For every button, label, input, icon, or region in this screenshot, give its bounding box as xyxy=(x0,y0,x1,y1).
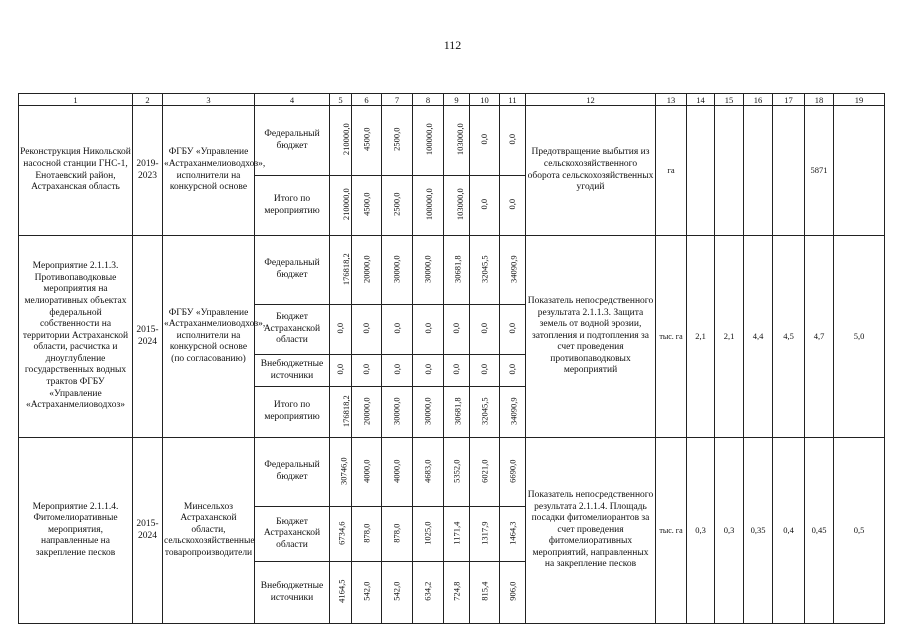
funding-value-text: 32045,5 xyxy=(479,397,490,425)
funding-value-text: 1317,9 xyxy=(479,521,490,545)
table-row xyxy=(19,106,885,176)
result-indicator: Показатель непосредственного результата 2.1.1.3. Защита земель от водной эрозии, затопления и подтопления за счет проведения противопаводковых мероприятий xyxy=(526,236,656,438)
column-number: 6 xyxy=(352,94,382,106)
funding-value xyxy=(413,387,444,438)
funding-value-text: 4164,5 xyxy=(336,579,347,604)
funding-source: Итого по мероприятию xyxy=(255,176,330,236)
funding-value xyxy=(444,236,470,305)
column-number: 8 xyxy=(413,94,444,106)
funding-value-text: 0,0 xyxy=(507,323,518,334)
funding-value xyxy=(470,305,500,355)
funding-value xyxy=(352,438,382,507)
funding-value xyxy=(500,305,526,355)
funding-value xyxy=(352,355,382,387)
funding-value xyxy=(413,355,444,387)
activity-executor: ФГБУ «Управление «Астраханмелиоводхоз», исполнители на конкурсной основе xyxy=(163,106,255,236)
funding-source: Федеральный бюджет xyxy=(255,106,330,176)
funding-value xyxy=(330,176,352,236)
funding-value xyxy=(500,355,526,387)
funding-value-text: 30000,0 xyxy=(422,255,433,283)
column-number: 10 xyxy=(470,94,500,106)
funding-value-text: 1171,4 xyxy=(451,521,462,545)
column-number: 17 xyxy=(773,94,805,106)
funding-value-text: 0,0 xyxy=(451,364,462,375)
activity-executor: ФГБУ «Управление «Астраханмелиоводхоз», исполнители на конкурсной основе (по согласованию) xyxy=(163,236,255,438)
column-number: 3 xyxy=(163,94,255,106)
table-row xyxy=(19,438,885,507)
column-number: 5 xyxy=(330,94,352,106)
column-number: 4 xyxy=(255,94,330,106)
funding-value-text: 103000,0 xyxy=(454,188,465,221)
funding-source: Внебюджетные источники xyxy=(255,355,330,387)
indicator-target xyxy=(687,106,715,236)
funding-value-text: 103000,0 xyxy=(454,123,465,156)
funding-value-text: 0,0 xyxy=(391,364,402,375)
column-number: 13 xyxy=(656,94,687,106)
funding-value xyxy=(413,507,444,562)
column-number: 14 xyxy=(687,94,715,106)
funding-value-text: 1464,3 xyxy=(507,521,518,545)
funding-value xyxy=(382,507,413,562)
activity-name: Мероприятие 2.1.1.4. Фитомелиоративные мероприятия, направленные на закрепление песков xyxy=(19,438,133,624)
funding-value xyxy=(444,507,470,562)
funding-source: Бюджет Астраханской области xyxy=(255,507,330,562)
funding-value xyxy=(470,387,500,438)
result-indicator: Показатель непосредственного результата 2.1.1.4. Площадь посадки фитомелиорантов за счет проведения фитомелиоративных мероприятий, направленных на закрепление песков xyxy=(526,438,656,624)
funding-source: Федеральный бюджет xyxy=(255,236,330,305)
funding-value xyxy=(500,236,526,305)
funding-value-text: 4000,0 xyxy=(361,459,372,483)
funding-source: Федеральный бюджет xyxy=(255,438,330,507)
column-number: 12 xyxy=(526,94,656,106)
indicator-unit: тыс. га xyxy=(656,236,687,438)
funding-value xyxy=(330,387,352,438)
indicator-target xyxy=(715,106,744,236)
funding-value-text: 30681,8 xyxy=(452,255,463,283)
funding-value-text: 0,0 xyxy=(361,323,372,334)
funding-value xyxy=(444,438,470,507)
column-number: 16 xyxy=(744,94,773,106)
funding-value-text: 20000,0 xyxy=(361,397,372,425)
funding-value-text: 6021,0 xyxy=(479,459,490,483)
indicator-target: 0,4 xyxy=(773,438,805,624)
funding-value-text: 542,0 xyxy=(361,581,372,601)
funding-value-text: 0,0 xyxy=(335,364,346,375)
funding-value xyxy=(330,305,352,355)
funding-value-text: 176818,2 xyxy=(340,252,351,285)
funding-value-text: 878,0 xyxy=(361,523,372,543)
funding-value-text: 30000,0 xyxy=(391,255,402,283)
funding-value xyxy=(413,236,444,305)
funding-value xyxy=(352,305,382,355)
column-number-row xyxy=(19,94,885,106)
table-body xyxy=(19,94,885,624)
funding-value xyxy=(470,355,500,387)
indicator-target xyxy=(744,106,773,236)
funding-value xyxy=(352,176,382,236)
funding-value-text: 4683,0 xyxy=(422,459,433,483)
funding-value-text: 30000,0 xyxy=(391,397,402,425)
funding-value-text: 6734,6 xyxy=(336,521,347,545)
funding-value xyxy=(500,507,526,562)
funding-value xyxy=(444,176,470,236)
indicator-target: 0,45 xyxy=(805,438,834,624)
funding-value-text: 100000,0 xyxy=(423,188,434,221)
column-number: 19 xyxy=(834,94,885,106)
funding-value xyxy=(330,507,352,562)
column-number: 11 xyxy=(500,94,526,106)
funding-value-text: 0,0 xyxy=(507,134,518,145)
funding-value-text: 32045,5 xyxy=(479,255,490,283)
funding-value-text: 0,0 xyxy=(451,323,462,334)
funding-value-text: 30000,0 xyxy=(422,397,433,425)
column-number: 7 xyxy=(382,94,413,106)
funding-value xyxy=(382,355,413,387)
funding-value-text: 2500,0 xyxy=(391,127,402,152)
funding-value xyxy=(330,106,352,176)
funding-value-text: 724,8 xyxy=(451,581,462,601)
activity-executor: Минсельхоз Астраханской области, сельскохозяйственные товаропроизводители xyxy=(163,438,255,624)
funding-value-text: 6690,0 xyxy=(507,459,518,483)
indicator-unit: тыс. га xyxy=(656,438,687,624)
indicator-target: 5,0 xyxy=(834,236,885,438)
funding-value-text: 210000,0 xyxy=(340,123,351,156)
indicator-target: 0,3 xyxy=(715,438,744,624)
column-number: 18 xyxy=(805,94,834,106)
funding-value xyxy=(413,176,444,236)
funding-value-text: 0,0 xyxy=(422,323,433,334)
funding-value xyxy=(500,106,526,176)
funding-value xyxy=(413,305,444,355)
funding-value xyxy=(413,438,444,507)
funding-value-text: 0,0 xyxy=(479,364,490,375)
activity-name: Реконструкция Никольской насосной станции ГНС-1, Енотаевский район, Астраханская область xyxy=(19,106,133,236)
indicator-target: 2,1 xyxy=(687,236,715,438)
funding-value xyxy=(444,305,470,355)
funding-value-text: 30681,8 xyxy=(452,397,463,425)
program-table xyxy=(18,93,885,624)
column-number: 2 xyxy=(133,94,163,106)
activity-name: Мероприятие 2.1.1.3. Противопаводковые мероприятия на мелиоративных объектах федеральной собственности на территории Астраханской области, расчистка и дноуглубление государственных водных трактов ФГБУ «Управление «Астраханмелиоводхоз» xyxy=(19,236,133,438)
funding-value-text: 0,0 xyxy=(479,199,490,210)
funding-source: Внебюджетные источники xyxy=(255,562,330,624)
funding-value xyxy=(382,305,413,355)
funding-value xyxy=(470,438,500,507)
funding-source: Бюджет Астраханской области xyxy=(255,305,330,355)
result-indicator: Предотвращение выбытия из сельскохозяйственного оборота сельскохозяйственных угодий xyxy=(526,106,656,236)
funding-value xyxy=(470,507,500,562)
funding-value xyxy=(500,387,526,438)
indicator-target: 0,35 xyxy=(744,438,773,624)
funding-value xyxy=(500,176,526,236)
funding-value xyxy=(382,236,413,305)
activity-period: 2015-2024 xyxy=(133,236,163,438)
funding-value-text: 542,0 xyxy=(391,581,402,601)
funding-value-text: 4000,0 xyxy=(391,459,402,483)
funding-value xyxy=(352,387,382,438)
funding-value-text: 906,0 xyxy=(507,581,518,601)
funding-value xyxy=(330,562,352,624)
funding-value-text: 30746,0 xyxy=(338,457,349,485)
funding-value-text: 0,0 xyxy=(507,199,518,210)
activity-period: 2019-2023 xyxy=(133,106,163,236)
funding-value xyxy=(352,106,382,176)
indicator-target xyxy=(834,106,885,236)
funding-value xyxy=(330,236,352,305)
funding-value xyxy=(352,507,382,562)
page-number: 112 xyxy=(443,38,462,52)
indicator-target: 4,4 xyxy=(744,236,773,438)
funding-value-text: 0,0 xyxy=(335,323,346,334)
funding-value xyxy=(470,176,500,236)
funding-value xyxy=(500,562,526,624)
funding-value-text: 0,0 xyxy=(479,323,490,334)
funding-value-text: 176818,2 xyxy=(340,394,351,427)
indicator-target: 0,5 xyxy=(834,438,885,624)
funding-value-text: 2500,0 xyxy=(391,192,402,217)
funding-value xyxy=(444,562,470,624)
funding-value xyxy=(330,355,352,387)
table-row xyxy=(19,236,885,305)
funding-value xyxy=(444,106,470,176)
indicator-unit: га xyxy=(656,106,687,236)
indicator-target: 4,7 xyxy=(805,236,834,438)
funding-value xyxy=(352,236,382,305)
funding-value-text: 4500,0 xyxy=(361,192,372,217)
indicator-target: 4,5 xyxy=(773,236,805,438)
column-number: 1 xyxy=(19,94,133,106)
funding-value xyxy=(382,106,413,176)
funding-value xyxy=(470,106,500,176)
funding-value-text: 5352,0 xyxy=(451,459,462,483)
funding-value xyxy=(444,387,470,438)
funding-value xyxy=(444,355,470,387)
funding-value xyxy=(382,176,413,236)
funding-value-text: 634,2 xyxy=(422,581,433,601)
column-number: 15 xyxy=(715,94,744,106)
funding-value-text: 20000,0 xyxy=(361,255,372,283)
funding-value-text: 0,0 xyxy=(507,364,518,375)
activity-period: 2015-2024 xyxy=(133,438,163,624)
funding-value-text: 34090,9 xyxy=(508,397,519,425)
funding-value xyxy=(382,387,413,438)
funding-value xyxy=(470,236,500,305)
funding-value xyxy=(382,562,413,624)
funding-value-text: 878,0 xyxy=(391,523,402,543)
indicator-target: 2,1 xyxy=(715,236,744,438)
funding-value xyxy=(330,438,352,507)
funding-value-text: 815,4 xyxy=(479,581,490,601)
funding-value-text: 4500,0 xyxy=(361,127,372,152)
funding-value-text: 0,0 xyxy=(479,134,490,145)
funding-value-text: 1025,0 xyxy=(422,521,433,545)
funding-source: Итого по мероприятию xyxy=(255,387,330,438)
funding-value-text: 100000,0 xyxy=(423,123,434,156)
funding-value xyxy=(413,106,444,176)
funding-value xyxy=(413,562,444,624)
indicator-target: 0,3 xyxy=(687,438,715,624)
funding-value-text: 0,0 xyxy=(391,323,402,334)
funding-value xyxy=(470,562,500,624)
funding-value-text: 0,0 xyxy=(422,364,433,375)
indicator-target: 5871 xyxy=(805,106,834,236)
funding-value-text: 210000,0 xyxy=(340,188,351,221)
funding-value xyxy=(352,562,382,624)
funding-value xyxy=(500,438,526,507)
funding-value xyxy=(382,438,413,507)
column-number: 9 xyxy=(444,94,470,106)
funding-value-text: 34090,9 xyxy=(508,255,519,283)
funding-value-text: 0,0 xyxy=(361,364,372,375)
indicator-target xyxy=(773,106,805,236)
